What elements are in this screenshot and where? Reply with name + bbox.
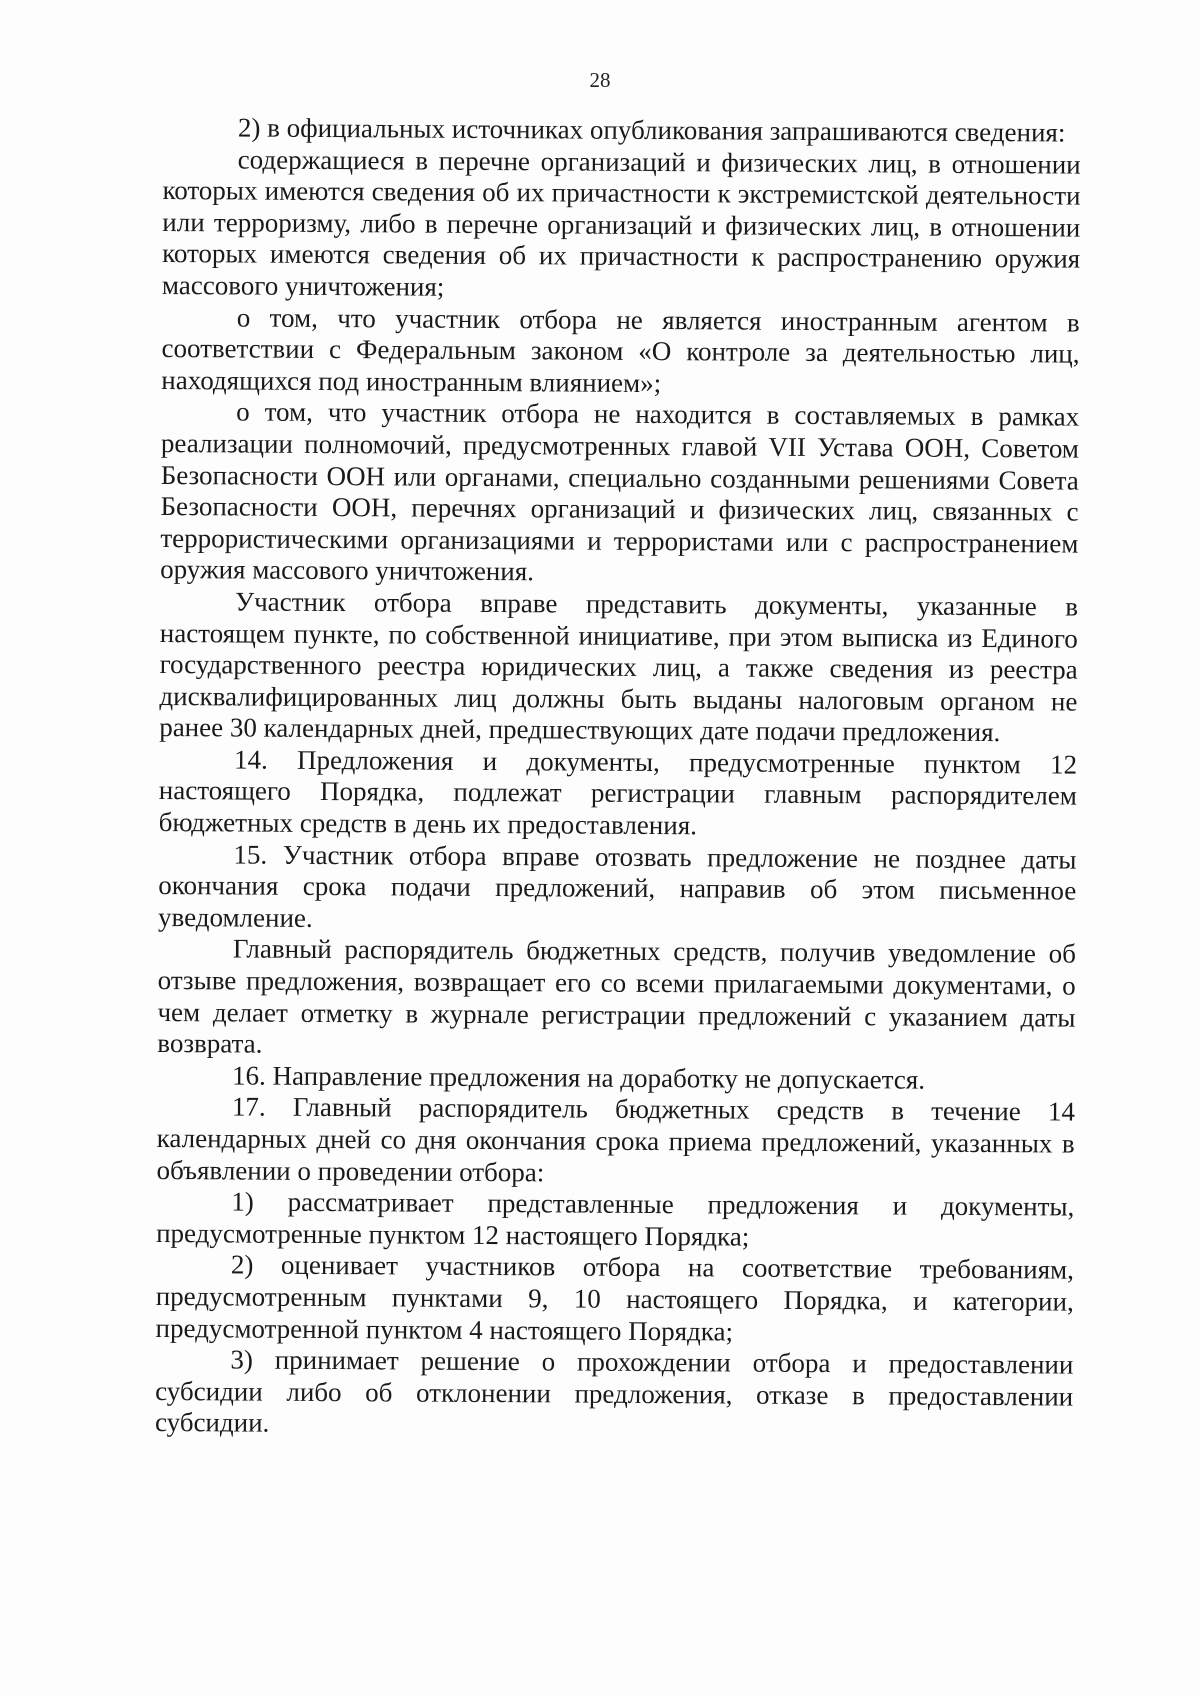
document-body: [155, 112, 1081, 1445]
paragraph: о том, что участник отбора не находится в составляемых в рамках реализации полномочий, предусмотренных главой VII Устава ООН, Советом Безопасности ООН или органами, специально созданными решениями Совета Безопасности ООН, перечнях организаций и физических лиц, связанных с террористическими организациями и террористами или с распространением оружия массового уничтожения.: [160, 396, 1080, 587]
paragraph: Главный распорядитель бюджетных средств, получив уведомление об отзыве предложения, возвращает его со всеми прилагаемыми документами, о чем делает отметку в журнале регистрации предложений с указанием даты возврата.: [157, 933, 1076, 1059]
paragraph: 14. Предложения и документы, предусмотренные пунктом 12 настоящего Порядка, подлежат регистрации главным распорядителем бюджетных средств в день их предоставления.: [158, 744, 1078, 841]
paragraph: 3) принимает решение о прохождении отбора и предоставлении субсидии либо об отклонении предложения, отказе в предоставлении субсидии.: [154, 1344, 1074, 1439]
page-number: 28: [589, 68, 611, 92]
paragraph: 17. Главный распорядитель бюджетных средств в течение 14 календарных дней со дня окончания срока приема предложений, указанных в объявлении о проведении отбора:: [156, 1091, 1075, 1187]
paragraph: 16. Направление предложения на доработку не допускается.: [232, 1060, 926, 1095]
paragraph: 1) рассматривает представленные предложения и документы, предусмотренные пунктом 12 настоящего Порядка;: [156, 1186, 1075, 1252]
paragraph: содержащиеся в перечне организаций и физических лиц, в отношении которых имеются сведения об их причастности к экстремистской деятельности или терроризму, либо в перечне организаций и физических лиц, в отношении которых имеются сведения об их причастности к распространению оружия массового уничтожения;: [161, 144, 1081, 302]
paragraph: 15. Участник отбора вправе отозвать предложение не позднее даты окончания срока подачи предложений, направив об этом письменное уведомление.: [157, 839, 1077, 933]
paragraph: 2) в официальных источниках опубликования запрашиваются сведения:: [237, 112, 1066, 148]
paragraph: Участник отбора вправе представить документы, указанные в настоящем пункте, по собственной инициативе, при этом выписка из Единого государственного реестра юридических лиц, а также сведения из реестра дисквалифицированных лиц должны быть выданы налоговым органом не ранее 30 календарных дней, предшествующих дате подачи предложения.: [159, 586, 1079, 748]
paragraph: о том, что участник отбора не является иностранным агентом в соответствии с Федеральным законом «О контроле за деятельностью лиц, находящихся под иностранным влиянием»;: [161, 302, 1080, 398]
paragraph: 2) оценивает участников отбора на соответствие требованиям, предусмотренным пунктами 9, 10 настоящего Порядка, и категории, предусмотренной пунктом 4 настоящего Порядка;: [155, 1249, 1075, 1347]
